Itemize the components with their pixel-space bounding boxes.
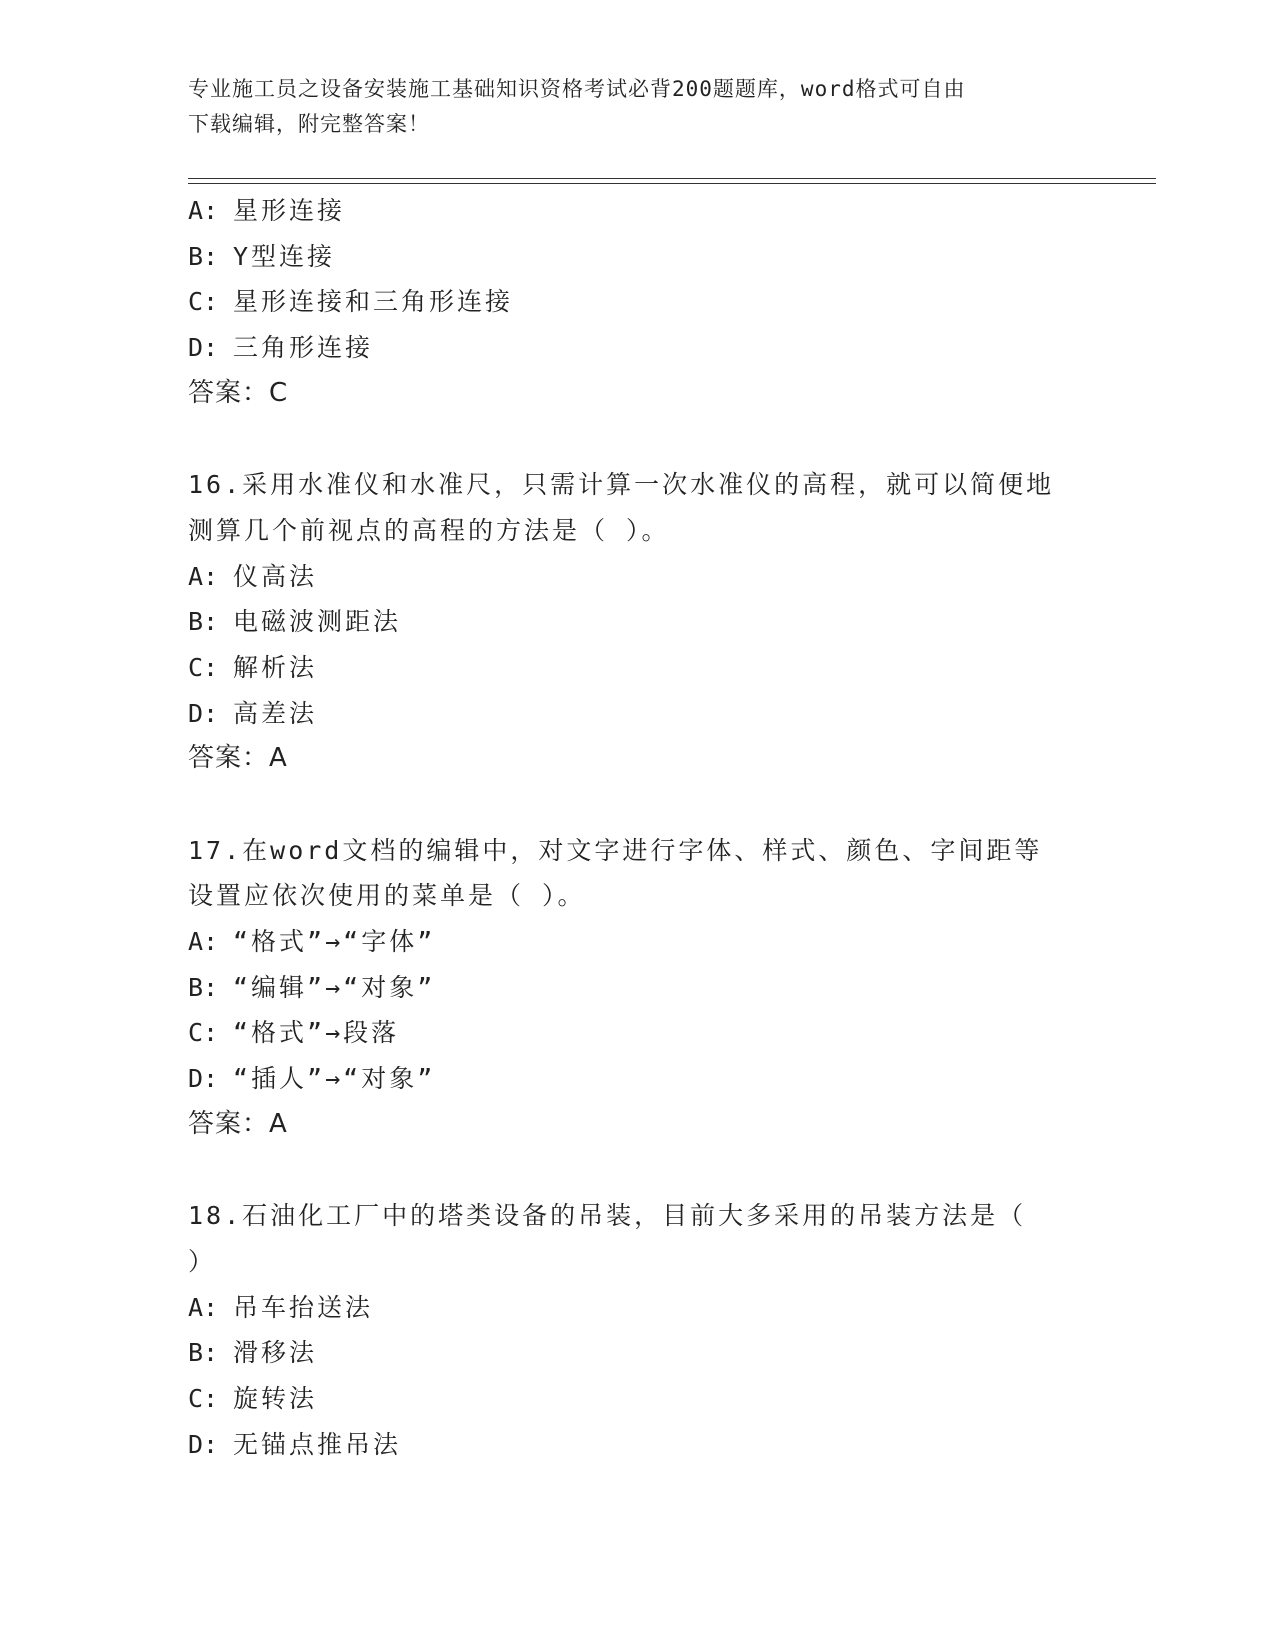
option-c	[188, 279, 1088, 325]
spacer	[188, 1148, 1088, 1194]
option-text: “编辑”→“对象”	[233, 972, 436, 1002]
option-letter: B:	[188, 241, 219, 271]
option-c	[188, 1010, 1088, 1056]
option-text: 无锚点推吊法	[233, 1429, 402, 1459]
header-line-2: 下载编辑，附完整答案！	[188, 112, 430, 136]
option-text: 星形连接	[233, 196, 346, 225]
question-line: 16.采用水准仪和水准尺，只需计算一次水准仪的高程，就可以简便地	[188, 470, 1055, 500]
option-b	[188, 234, 1088, 280]
header-divider	[188, 178, 1156, 184]
option-letter: D:	[188, 1064, 219, 1094]
option-letter: D:	[188, 333, 219, 363]
option-b	[188, 1330, 1088, 1376]
option-text: 电磁波测距法	[233, 607, 402, 637]
option-letter: D:	[188, 1429, 219, 1459]
answer-line: 答案：A	[188, 1108, 288, 1139]
question-17	[188, 828, 1088, 1148]
option-text: 滑移法	[233, 1338, 318, 1368]
option-text: 旋转法	[233, 1383, 318, 1413]
option-a	[188, 1285, 1088, 1331]
option-text: Y型连接	[233, 241, 336, 271]
spacer	[188, 416, 1088, 462]
option-letter: A:	[188, 196, 219, 225]
option-letter: C:	[188, 287, 219, 317]
document-body	[188, 188, 1088, 1467]
answer-line: 答案：C	[188, 377, 289, 408]
option-text: 吊车抬送法	[233, 1292, 374, 1322]
option-text: 星形连接和三角形连接	[233, 287, 514, 317]
question-line: 测算几个前视点的高程的方法是（ ）。	[188, 515, 670, 545]
option-text: “格式”→“字体”	[233, 927, 436, 957]
question-line: 17.在word文档的编辑中，对文字进行字体、样式、颜色、字间距等	[188, 835, 1043, 865]
option-a	[188, 554, 1088, 600]
header-line-1: 专业施工员之设备安装施工基础知识资格考试必背200题题库，word格式可自由	[188, 77, 966, 101]
option-text: 三角形连接	[233, 333, 374, 363]
option-letter: B:	[188, 972, 219, 1002]
option-d	[188, 691, 1088, 737]
option-letter: C:	[188, 1383, 219, 1413]
option-text: “插人”→“对象”	[233, 1064, 436, 1094]
document-page	[188, 0, 1158, 1650]
option-c	[188, 645, 1088, 691]
document-header	[188, 72, 1068, 142]
option-text: “格式”→段落	[233, 1018, 400, 1048]
option-letter: C:	[188, 652, 219, 682]
option-letter: B:	[188, 1338, 219, 1368]
answer-line: 答案：A	[188, 743, 288, 774]
question-stem	[188, 462, 1068, 553]
question-15	[188, 188, 1088, 416]
question-18	[188, 1193, 1088, 1467]
option-text: 解析法	[233, 652, 318, 682]
option-d	[188, 1422, 1088, 1468]
question-stem	[188, 1193, 1068, 1284]
option-text: 高差法	[233, 698, 318, 728]
question-line: ）	[188, 1246, 217, 1276]
question-16	[188, 462, 1088, 782]
option-c	[188, 1376, 1088, 1422]
option-d	[188, 1056, 1088, 1102]
option-letter: A:	[188, 561, 219, 591]
option-letter: B:	[188, 607, 219, 637]
question-line: 18.石油化工厂中的塔类设备的吊装，目前大多采用的吊装方法是（	[188, 1201, 1027, 1231]
question-line: 设置应依次使用的菜单是（ ）。	[188, 881, 586, 911]
option-d	[188, 325, 1088, 371]
option-a	[188, 919, 1088, 965]
option-letter: D:	[188, 698, 219, 728]
spacer	[188, 782, 1088, 828]
question-stem	[188, 828, 1068, 919]
option-letter: A:	[188, 1292, 219, 1322]
option-letter: C:	[188, 1018, 219, 1048]
option-a	[188, 188, 1088, 234]
option-b	[188, 965, 1088, 1011]
option-letter: A:	[188, 927, 219, 957]
option-b	[188, 599, 1088, 645]
option-text: 仪高法	[233, 561, 318, 591]
